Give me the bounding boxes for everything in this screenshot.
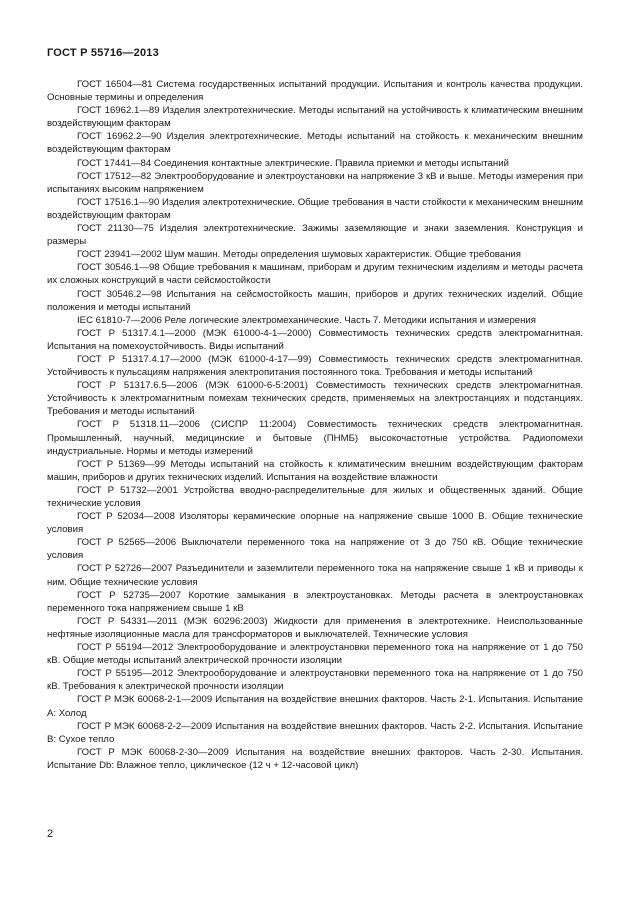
page-number: 2 xyxy=(47,828,54,840)
reference-entry: ГОСТ 16962.2—90 Изделия электротехнические. Методы испытаний на стойкость к механическим внешним воздействующим факторам xyxy=(47,131,583,156)
reference-entry: ГОСТ Р МЭК 60068-2-1—2009 Испытания на воздействие внешних факторов. Часть 2-1. Испытания. Испытание А: Холод xyxy=(47,694,583,719)
reference-entry: ГОСТ Р МЭК 60068-2-2—2009 Испытания на воздействие внешних факторов. Часть 2-2. Испытания. Испытание В: Сухое тепло xyxy=(47,720,583,745)
reference-entry: ГОСТ Р 52735—2007 Короткие замыкания в электроустановках. Методы расчета в электроустановках переменного тока напряжением свыше 1 кВ xyxy=(47,589,583,614)
normative-references-list xyxy=(47,78,583,772)
reference-entry: ГОСТ Р 51369—99 Методы испытаний на стойкость к климатическим внешним воздействующим факторам машин, приборов и других технических изделий. Испытания на воздействие влажности xyxy=(47,458,583,483)
reference-entry: ГОСТ Р 55194—2012 Электрооборудование и электроустановки переменного тока на напряжение от 1 до 750 кВ. Общие методы испытаний электрической прочности изоляции xyxy=(47,642,583,667)
reference-entry: ГОСТ 30546.1—98 Общие требования к машинам, приборам и другим техническим изделиям и методы расчета их сложных конструкций в части сейсмостойкости xyxy=(47,262,583,287)
reference-entry: ГОСТ Р 51732—2001 Устройства вводно-распределительные для жилых и общественных зданий. Общие технические условия xyxy=(47,484,583,509)
reference-entry: ГОСТ 16504—81 Система государственных испытаний продукции. Испытания и контроль качества продукции. Основные термины и определения xyxy=(47,79,583,104)
reference-entry: ГОСТ Р 52726—2007 Разъединители и заземлители переменного тока на напряжение свыше 1 кВ и приводы к ним. Общие технические условия xyxy=(47,563,583,588)
reference-entry: ГОСТ 21130—75 Изделия электротехнические. Зажимы заземляющие и знаки заземления. Конструкция и размеры xyxy=(47,223,583,248)
reference-entry: ГОСТ Р 51317.4.1—2000 (МЭК 61000-4-1—2000) Совместимость технических средств электромагнитная. Испытания на помехоустойчивость. Виды испытаний xyxy=(47,327,583,352)
reference-entry: ГОСТ Р 51317.6.5—2006 (МЭК 61000-6-5:2001) Совместимость технических средств электромагнитная. Устойчивость к электромагнитным помехам технических средств, применяемых на электростанциях и подстанциях. Требования и методы испытаний xyxy=(47,380,583,418)
reference-entry: ГОСТ 17512—82 Электрооборудование и электроустановки на напряжение 3 кВ и выше. Методы измерения при испытаниях высоким напряжением xyxy=(47,170,583,195)
reference-entry: ГОСТ 17516.1—90 Изделия электротехнические. Общие требования в части стойкости к механическим внешним воздействующим факторам xyxy=(47,196,583,221)
reference-entry: ГОСТ Р 54331—2011 (МЭК 60296:2003) Жидкости для применения в электротехнике. Неиспользованные нефтяные изоляционные масла для трансформаторов и выключателей. Технические условия xyxy=(47,615,583,640)
reference-entry: ГОСТ Р 51317.4.17—2000 (МЭК 61000-4-17—99) Совместимость технических средств электромагнитная. Устойчивость к пульсациям напряжения электропитания постоянного тока. Требования и методы испытаний xyxy=(47,353,583,379)
reference-entry: IEC 61810-7—2006 Реле логические электромеханические. Часть 7. Методики испытания и измерения xyxy=(77,314,536,326)
reference-entry: ГОСТ Р 51318.11—2006 (СИСПР 11:2004) Совместимость технических средств электромагнитная. Промышленный, научный, медицинские и бытовые (ПНМБ) высокочастотные устройства. Радиопомехи индустриальные. Нормы и методы измерений xyxy=(47,419,583,457)
reference-entry: ГОСТ 16962.1—89 Изделия электротехнические. Методы испытаний на устойчивость к климатическим внешним воздействующим факторам xyxy=(47,105,583,130)
reference-entry: ГОСТ Р 52034—2008 Изоляторы керамические опорные на напряжение свыше 1000 В. Общие технические условия xyxy=(47,511,583,536)
document-header: ГОСТ Р 55716—2013 xyxy=(47,47,159,59)
reference-entry: ГОСТ 30546.2—98 Испытания на сейсмостойкость машин, приборов и других технических изделий. Общие положения и методы испытаний xyxy=(47,288,583,313)
reference-entry: ГОСТ 23941—2002 Шум машин. Методы определения шумовых характеристик. Общие требования xyxy=(77,249,521,261)
reference-entry: ГОСТ 17441—84 Соединения контактные электрические. Правила приемки и методы испытаний xyxy=(77,157,509,169)
reference-entry: ГОСТ Р МЭК 60068-2-30—2009 Испытания на воздействие внешних факторов. Часть 2-30. Испытания. Испытание Db: Влажное тепло, циклическое (12 ч + 12-часовой цикл) xyxy=(47,746,583,771)
reference-entry: ГОСТ Р 55195—2012 Электрооборудование и электроустановки переменного тока на напряжение от 1 до 750 кВ. Требования к электрической прочности изоляции xyxy=(47,668,583,693)
reference-entry: ГОСТ Р 52565—2006 Выключатели переменного тока на напряжение от 3 до 750 кВ. Общие технические условия xyxy=(47,537,583,562)
